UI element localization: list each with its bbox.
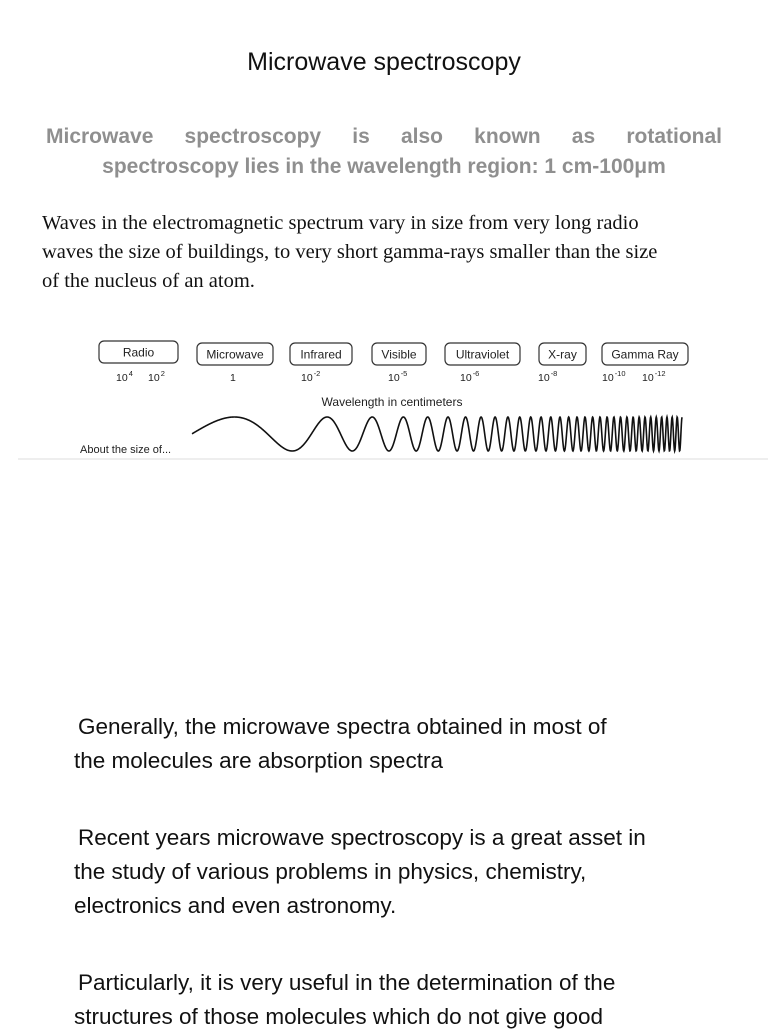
wavelength-base: 10 [301,372,313,384]
wavelength-base: 10 [148,372,160,384]
wavelength-value [642,369,666,384]
paragraph-line: Particularly, it is very useful in the determination of the [78,970,616,995]
band-label: Microwave [206,347,264,362]
paragraph-line: Recent years microwave spectroscopy is a great asset in [78,825,646,850]
wavelength-base: 10 [538,372,550,384]
paragraph-absorption [74,710,734,778]
wavelength-value [602,369,626,384]
wavelength-exponent: -5 [400,369,408,378]
wavelength-exponent: 2 [160,369,165,378]
paragraph-line: Generally, the microwave spectra obtained in most of [78,714,607,739]
wavelength-base: 10 [460,372,472,384]
wavelength-exponent: -2 [313,369,321,378]
wavelength-base: 10 [602,372,614,384]
wavelength-base: 1 [230,372,236,384]
spectrum-description-line: of the nucleus of an atom. [42,270,255,292]
wavelength-value [301,369,320,384]
band-label: X-ray [548,347,577,362]
intro-line-1: Microwave spectroscopy is also known as rotational [46,125,722,148]
band-label: Radio [122,345,155,360]
wavelength-value [388,369,407,384]
paragraph-recent-years [74,821,734,923]
wavelength-value [230,372,236,384]
paragraph-line: the molecules are absorption spectra [74,748,443,773]
wavelength-exponent: -6 [472,369,480,378]
wavelength-value [148,369,165,384]
axis-label: Wavelength in centimeters [321,395,463,409]
wavelength-exponent: -12 [654,369,666,378]
size-label: About the size of... [80,444,172,456]
band-label: Infrared [300,347,342,362]
band-label: Gamma Ray [611,347,679,362]
intro-text [46,122,722,182]
wavelength-value [538,369,557,384]
slide-divider [18,458,768,460]
paragraph-line: structures of those molecules which do not give good [74,1004,604,1029]
wavelength-base: 10 [642,372,654,384]
wavelength-base: 10 [116,372,128,384]
wavelength-exponent: -10 [614,369,626,378]
spectrum-description-line: Waves in the electromagnetic spectrum vary in size from very long radio [42,212,639,234]
electromagnetic-spectrum-diagram [70,330,700,465]
wavelength-value [116,369,133,384]
page-title: Microwave spectroscopy [247,48,521,76]
spectrum-description [42,209,722,296]
paragraph-line: electronics and even astronomy. [74,893,397,918]
intro-line-2: spectroscopy lies in the wavelength region: 1 cm-100μm [102,155,666,178]
wavelength-exponent: 4 [128,369,133,378]
paragraph-line: the study of various problems in physics, chemistry, [74,859,587,884]
wavelength-exponent: -8 [550,369,558,378]
wavelength-base: 10 [388,372,400,384]
band-label: Ultraviolet [455,347,510,362]
wave-line [192,417,682,451]
band-label: Visible [381,347,417,362]
wavelength-value [460,369,479,384]
spectrum-description-line: waves the size of buildings, to very short gamma-rays smaller than the size [42,241,658,263]
